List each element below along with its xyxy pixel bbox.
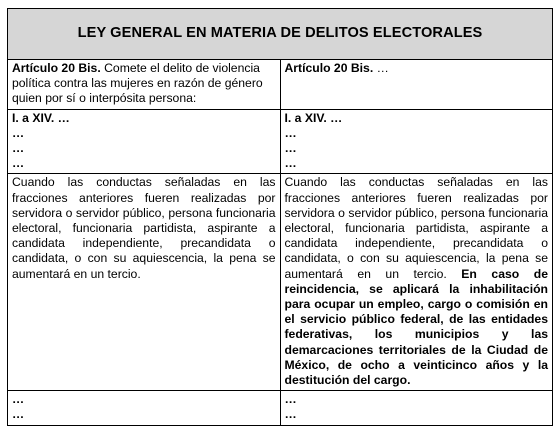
left-article-cell bbox=[8, 60, 281, 110]
left-ellipsis: … bbox=[12, 125, 25, 140]
fractions-row bbox=[8, 109, 553, 174]
left-closing-cell bbox=[8, 391, 281, 425]
left-paragraph: Cuando las conductas señaladas en las fracciones anteriores fueren realizadas por servidora o servidor público, persona funcionaria electoral, funcionaria partidista, aspirante a candidata independiente, precandidata o candidata, o con su aquiescencia, la pena se aumentará en un tercio. bbox=[12, 175, 276, 281]
right-closing-cell bbox=[280, 391, 553, 425]
right-paragraph-cell bbox=[280, 174, 553, 391]
right-ellipsis: … bbox=[284, 125, 297, 140]
right-ellipsis: … bbox=[284, 141, 297, 156]
left-article-label: Artículo 20 Bis. bbox=[12, 61, 101, 75]
title-row bbox=[8, 9, 553, 60]
left-ellipsis: … bbox=[12, 392, 25, 407]
closing-row bbox=[8, 391, 553, 425]
right-ellipsis: … bbox=[284, 392, 297, 407]
left-ellipsis: … bbox=[12, 407, 25, 422]
left-ellipsis: … bbox=[12, 141, 25, 156]
right-paragraph: Cuando las conductas señaladas en las fracciones anteriores fueren realizadas por servidora o servidor público, persona funcionaria electoral, funcionaria partidista, aspirante a candidata independiente, precandidata o candidata, o con su aquiescencia, la pena se aumentará en un tercio. bbox=[284, 175, 548, 281]
table-title: LEY GENERAL EN MATERIA DE DELITOS ELECTORALES bbox=[8, 9, 553, 60]
left-paragraph-cell bbox=[8, 174, 281, 391]
left-fractions-label: I. a XIV. … bbox=[12, 110, 70, 125]
left-ellipsis: … bbox=[12, 156, 25, 171]
right-ellipsis: … bbox=[284, 156, 297, 171]
right-article-cell bbox=[280, 60, 553, 110]
right-paragraph-added-text: En caso de reincidencia, se aplicará la inhabilitación para ocupar un empleo, cargo o comisión en el servicio público federal, de las entidades federativas, los municipios y las demarcaciones territoriales de la Ciudad de México, de ocho a veinticinco años y la destitución del cargo. bbox=[284, 266, 548, 388]
right-ellipsis: … bbox=[284, 407, 297, 422]
left-fractions-cell bbox=[8, 109, 281, 174]
right-fractions-cell bbox=[280, 109, 553, 174]
right-article-label: Artículo 20 Bis. bbox=[284, 61, 374, 75]
left-article-text: Comete el delito de violencia política contra las mujeres en razón de género quien por sí o interpósita persona: bbox=[12, 61, 263, 106]
comparison-table bbox=[7, 8, 553, 426]
right-fractions-label: I. a XIV. … bbox=[284, 110, 343, 125]
paragraph-row bbox=[8, 174, 553, 391]
right-article-text: … bbox=[376, 61, 389, 75]
article-row bbox=[8, 60, 553, 110]
